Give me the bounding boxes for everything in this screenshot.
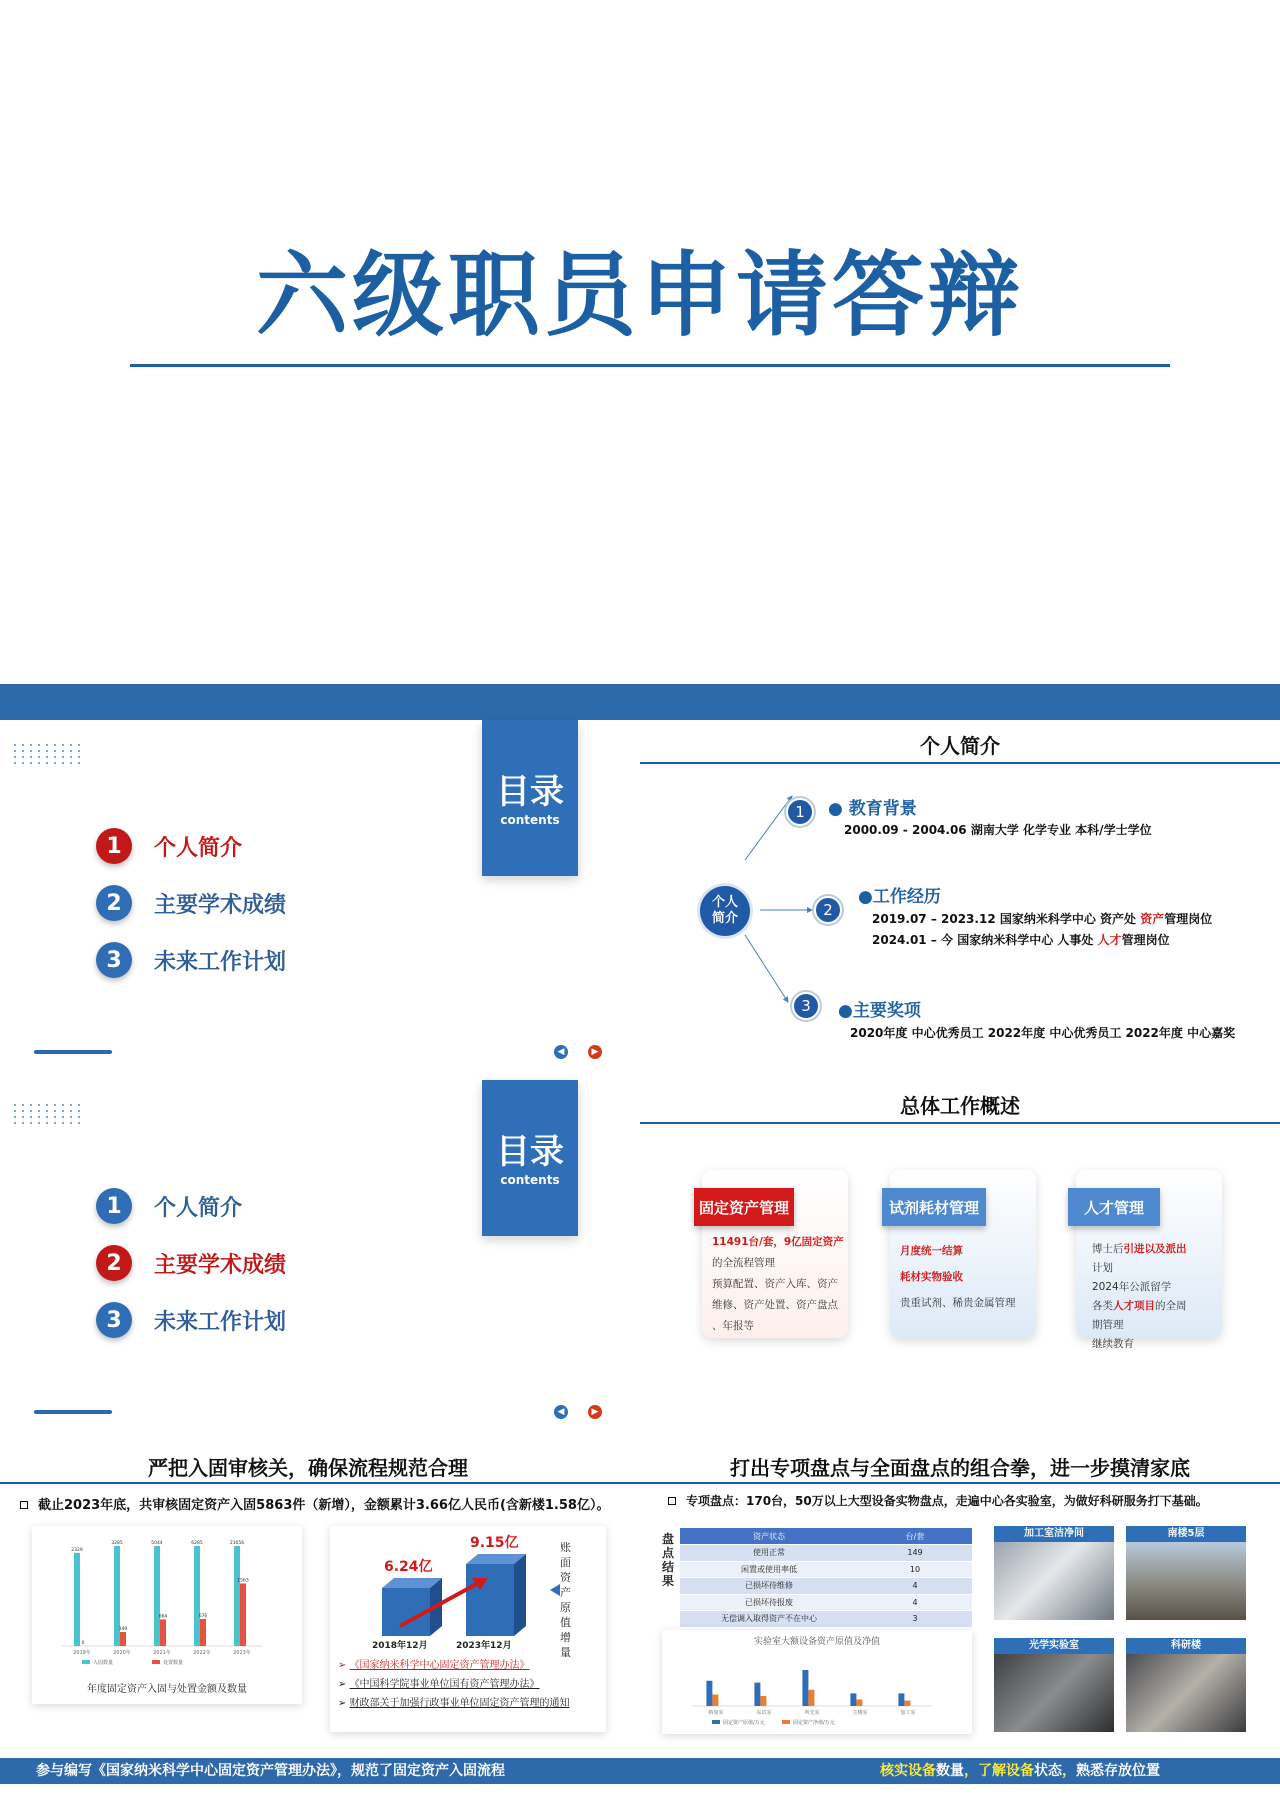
x-tick-label: 2023年 (233, 1650, 251, 1656)
side-char: 点 (662, 1546, 675, 1560)
profile-title: 个人简介 (920, 734, 1000, 758)
toc-tab (482, 1080, 578, 1236)
top-band (0, 684, 1280, 720)
assets-panel (0, 1440, 640, 1800)
card-header: 固定资产管理 (694, 1188, 794, 1226)
data-label: 6285 (191, 1541, 203, 1546)
legend-label: 入固数量 (93, 1660, 114, 1666)
toc-label: 主要学术成绩 (154, 892, 287, 918)
footer-part: 熟悉存放位置 (1076, 1763, 1160, 1779)
toc-label: 未来工作计划 (154, 1309, 287, 1335)
table-row (680, 1594, 972, 1611)
doc-item[interactable] (338, 1675, 600, 1694)
card-highlight: 引进以及派出 (1123, 1243, 1187, 1255)
photo-image (1126, 1654, 1246, 1732)
value-chart-title: 实验室大额设备资产原值及净值 (753, 1637, 880, 1647)
toc-list (96, 826, 286, 980)
card-line: 贵重试剂、稀贵金属管理 (900, 1297, 1016, 1309)
node-3: 3 (792, 992, 820, 1020)
center-line: 简介 (711, 911, 738, 926)
footer-part: 核实设备 (880, 1763, 936, 1779)
growth-x-2: 2023年12月 (456, 1641, 512, 1651)
toc-label: 个人简介 (154, 1195, 243, 1221)
overview-panel (640, 1080, 1280, 1436)
x-tick-label: 加工室 (900, 1710, 916, 1716)
bar-primary (234, 1546, 240, 1646)
bullet-text: 专项盘点：170台，50万以上大型设备实物盘点，走遍中心各实验室，为做好科研服务打下基础。 (686, 1494, 1208, 1508)
photo-label: 光学实验室 (994, 1638, 1114, 1654)
assets-bullet (20, 1494, 609, 1513)
card-line: 计划 (1092, 1262, 1113, 1274)
table-cell: 使用正常 (680, 1545, 858, 1562)
bar-primary (706, 1681, 712, 1706)
toc-tab-subtitle: contents (500, 1173, 560, 1187)
card-line: 2024年公派留学 (1092, 1281, 1172, 1293)
growth-value-1: 6.24亿 (384, 1559, 433, 1575)
legend-label: 固定资产原值/万元 (723, 1720, 765, 1726)
card-highlight: 人才项目 (1113, 1300, 1155, 1312)
card-reagents (890, 1170, 1036, 1338)
footer-part: 状态 (1034, 1763, 1062, 1779)
card-text: 博士后 (1092, 1243, 1124, 1255)
table-cell: 149 (858, 1545, 972, 1562)
bar-secondary (808, 1690, 814, 1706)
profile-center-node (700, 886, 750, 936)
work-highlight: 人才 (1097, 933, 1122, 947)
photo-1 (994, 1526, 1114, 1620)
bar-secondary (904, 1701, 910, 1706)
overview-title: 总体工作概述 (900, 1094, 1020, 1118)
node-2: 2 (814, 896, 842, 924)
photo-image (994, 1542, 1114, 1620)
growth-x-1: 2018年12月 (372, 1641, 428, 1651)
bar-primary (850, 1693, 856, 1706)
doc-text: 财政部关于加强行政事业单位固定资产管理的通知 (349, 1698, 570, 1709)
prev-arrow-icon[interactable]: ◀ (554, 1045, 568, 1059)
bullet-dot-icon: ● (828, 799, 849, 819)
photo-label: 加工室洁净间 (994, 1526, 1114, 1542)
bar-primary (154, 1546, 160, 1646)
assets-title: 严把入固审核关，确保流程规范合理 (148, 1456, 468, 1480)
data-label: 5044 (151, 1541, 163, 1546)
entry-chart (32, 1526, 302, 1676)
doc-item[interactable] (338, 1694, 600, 1713)
card-body (900, 1238, 1032, 1316)
square-bullet-icon (20, 1501, 28, 1509)
awards-line: 2020年度 中心优秀员工 2022年度 中心优秀员工 2022年度 中心嘉奖 (850, 1026, 1236, 1040)
title-underline (640, 1482, 1280, 1484)
table-cell: 闲置或使用率低 (680, 1561, 858, 1578)
card-text: 的全周 (1155, 1300, 1187, 1312)
bar-secondary (712, 1694, 718, 1706)
card-body (1092, 1240, 1218, 1354)
footer-part: 数量 (936, 1763, 964, 1779)
x-tick-label: 纳加室 (708, 1710, 724, 1716)
bar-secondary (200, 1619, 206, 1646)
card-line: 、年报等 (712, 1320, 754, 1332)
toc-tab-title: 目录 (496, 772, 564, 812)
square-bullet-icon (668, 1497, 676, 1505)
cover-title: 六级职员申请答辩 (255, 242, 1024, 349)
title-underline (640, 1122, 1280, 1124)
arrow-bullet-icon: ➢ (338, 1660, 350, 1671)
x-tick-label: 2020年 (113, 1650, 131, 1656)
edu-line: 2000.09 - 2004.06 湖南大学 化学专业 本科/学士学位 (844, 823, 1152, 837)
toc-number: 1 (96, 1188, 132, 1224)
card-highlight: 耗材实物验收 (900, 1271, 963, 1283)
card-body (712, 1232, 844, 1337)
photo-label: 南楼5层 (1126, 1526, 1246, 1542)
bar-primary (802, 1670, 808, 1706)
toc-item-plan[interactable] (96, 940, 286, 980)
data-label: 349 (118, 1627, 128, 1633)
bullet-text: 截止2023年底，共审核固定资产入固5863件（新增），金额累计3.66亿人民币(含新楼1.58亿）。 (38, 1498, 610, 1513)
bar-primary (194, 1546, 200, 1646)
card-header: 人才管理 (1068, 1188, 1160, 1226)
title-underline (0, 1482, 640, 1484)
legend-swatch (782, 1720, 790, 1724)
legend-swatch (82, 1660, 90, 1664)
next-arrow-icon[interactable]: ▶ (588, 1045, 602, 1059)
card-line: 继续教育 (1092, 1338, 1134, 1350)
bar-secondary (240, 1583, 246, 1646)
table-header (680, 1528, 972, 1545)
profile-panel (640, 720, 1280, 1076)
table-cell: 3 (858, 1611, 972, 1628)
progress-bar (34, 1410, 112, 1414)
table-cell: 10 (858, 1561, 972, 1578)
legend-label: 固定资产净值/万元 (793, 1720, 835, 1726)
edu-heading (828, 794, 917, 819)
footer-part: ，了解设备 (964, 1763, 1034, 1779)
doc-item[interactable] (338, 1656, 600, 1675)
progress-bar (34, 1050, 112, 1054)
work-heading-text: 工作经历 (872, 887, 941, 907)
table-row (680, 1561, 972, 1578)
result-side-label (662, 1532, 676, 1588)
data-label: 21656 (229, 1541, 245, 1546)
doc-text: 《中国科学院事业单位国有资产管理办法》 (349, 1679, 540, 1690)
x-tick-label: 2022年 (193, 1650, 211, 1656)
card-talent (1076, 1170, 1222, 1350)
card-highlight: 月度统一结算 (900, 1245, 963, 1257)
work-line-2 (872, 931, 1170, 948)
bar-secondary (856, 1700, 862, 1706)
growth-side-label: 账面资产原值增量 (560, 1541, 571, 1659)
dots-decoration (14, 744, 82, 764)
footer-text (640, 1758, 1280, 1784)
table-cell: 无偿调入取得资产不在中心 (680, 1611, 858, 1628)
inventory-table (680, 1528, 972, 1628)
x-tick-label: 2021年 (153, 1650, 171, 1656)
table-row (680, 1578, 972, 1595)
chart-caption: 年度固定资产入固与处置金额及数量 (87, 1684, 247, 1695)
bar-secondary (120, 1632, 126, 1646)
value-chart (662, 1630, 972, 1734)
table-header-cell: 资产状态 (680, 1528, 858, 1545)
toc-label: 主要学术成绩 (154, 1252, 287, 1278)
bar-primary (74, 1553, 80, 1646)
table-row (680, 1545, 972, 1562)
inventory-footer (640, 1758, 1280, 1784)
inventory-title: 打出专项盘点与全面盘点的组合拳，进一步摸清家底 (730, 1456, 1190, 1480)
toc-tab-title: 目录 (496, 1132, 564, 1172)
card-highlight: 11491台/套，9亿固定资产 (712, 1236, 844, 1248)
card-text: 各类 (1092, 1300, 1113, 1312)
data-label: 664 (158, 1614, 168, 1620)
toc-number: 3 (96, 942, 132, 978)
toc-item-plan[interactable] (96, 1300, 286, 1340)
x-tick-label: 主楼室 (852, 1710, 868, 1716)
data-label: 1563 (237, 1578, 249, 1584)
next-arrow-icon[interactable]: ▶ (588, 1405, 602, 1419)
bar-primary (754, 1683, 760, 1706)
prev-arrow-icon[interactable]: ◀ (554, 1405, 568, 1419)
data-label: 2329 (71, 1547, 83, 1553)
inventory-panel (640, 1440, 1280, 1800)
table-header-cell: 台/套 (858, 1528, 972, 1545)
node-1: 1 (786, 798, 814, 826)
table-cell: 4 (858, 1578, 972, 1595)
legend-swatch (152, 1660, 160, 1664)
card-line (1092, 1297, 1218, 1316)
entry-chart-box (32, 1526, 302, 1704)
work-text: 2024.01 – 今 国家纳米科学中心 人事处 (872, 933, 1098, 947)
toc-label: 未来工作计划 (154, 949, 287, 975)
footer-text: 参与编写《国家纳米科学中心固定资产管理办法》，规范了固定资产入固流程 (36, 1763, 505, 1779)
data-label: 676 (198, 1613, 208, 1619)
legend-label: 处置数量 (163, 1660, 184, 1666)
toc-panel-2 (0, 1080, 640, 1436)
toc-item-profile[interactable] (96, 826, 286, 866)
awards-heading (838, 996, 921, 1021)
card-line: 期管理 (1092, 1319, 1124, 1331)
center-line: 个人 (711, 895, 738, 910)
side-char: 果 (662, 1574, 675, 1588)
bullet-dot-icon: ● (838, 1001, 853, 1021)
toc-list (96, 1186, 286, 1340)
photo-4 (1126, 1638, 1246, 1732)
toc-item-academic[interactable] (96, 1243, 286, 1283)
photo-2 (1126, 1526, 1246, 1620)
card-line: 预算配置、资产入库、资产 (712, 1278, 838, 1290)
cover-divider (130, 364, 1170, 367)
photo-label: 科研楼 (1126, 1638, 1246, 1654)
work-highlight: 资产 (1140, 912, 1165, 926)
toc-tab (482, 720, 578, 876)
arrow-bullet-icon: ➢ (338, 1698, 350, 1709)
toc-tab-subtitle: contents (500, 813, 560, 827)
toc-item-academic[interactable] (96, 883, 286, 923)
toc-number: 1 (96, 828, 132, 864)
bar-secondary (160, 1619, 166, 1646)
bar-secondary (760, 1696, 766, 1706)
card-header: 试剂耗材管理 (882, 1188, 986, 1226)
x-tick-label: 所光室 (804, 1710, 820, 1716)
card-line: 维修、资产处置、资产盘点 (712, 1299, 838, 1311)
dots-decoration (14, 1104, 82, 1124)
side-char: 结 (662, 1560, 675, 1574)
work-text: 2019.07 – 2023.12 国家纳米科学中心 资产处 (872, 912, 1141, 926)
card-line: 的全流程管理 (712, 1257, 775, 1269)
photo-image (1126, 1542, 1246, 1620)
growth-value-2: 9.15亿 (470, 1535, 519, 1551)
x-tick-label: 2019年 (73, 1650, 91, 1656)
toc-label: 个人简介 (154, 835, 243, 861)
pointer-icon (550, 1584, 560, 1596)
toc-number: 3 (96, 1302, 132, 1338)
arrow-bullet-icon: ➢ (338, 1679, 350, 1690)
toc-number: 2 (96, 885, 132, 921)
doc-list (338, 1656, 600, 1713)
footer-part: ， (1062, 1763, 1076, 1779)
value-chart-box (662, 1630, 972, 1734)
table-cell: 4 (858, 1594, 972, 1611)
work-line-1 (872, 910, 1212, 927)
card-fixed-assets (698, 1170, 848, 1338)
inventory-bullet (668, 1492, 1208, 1509)
assets-footer (0, 1758, 640, 1784)
toc-item-profile[interactable] (96, 1186, 286, 1226)
bullet-dot-icon: ● (858, 887, 873, 907)
work-text: 管理岗位 (1121, 933, 1170, 947)
doc-text: 《国家纳米科学中心固定资产管理办法》 (349, 1660, 530, 1671)
edu-heading-text: 教育背景 (848, 799, 917, 819)
card-line (1092, 1240, 1218, 1259)
table-cell: 已损坏待报废 (680, 1594, 858, 1611)
legend-swatch (712, 1720, 720, 1724)
table-cell: 已损坏待维修 (680, 1578, 858, 1595)
data-label: 0 (81, 1641, 85, 1646)
awards-heading-text: 主要奖项 (852, 1001, 921, 1021)
photo-image (994, 1654, 1114, 1732)
bar-primary (898, 1693, 904, 1706)
table-row (680, 1611, 972, 1628)
toc-number: 2 (96, 1245, 132, 1281)
work-text: 管理岗位 (1164, 912, 1213, 926)
photo-3 (994, 1638, 1114, 1732)
x-tick-label: 东试室 (756, 1710, 772, 1716)
work-heading (858, 882, 941, 907)
toc-panel-1 (0, 720, 640, 1076)
data-label: 3285 (111, 1541, 123, 1546)
side-char: 盘 (662, 1532, 675, 1546)
growth-box (330, 1526, 606, 1732)
